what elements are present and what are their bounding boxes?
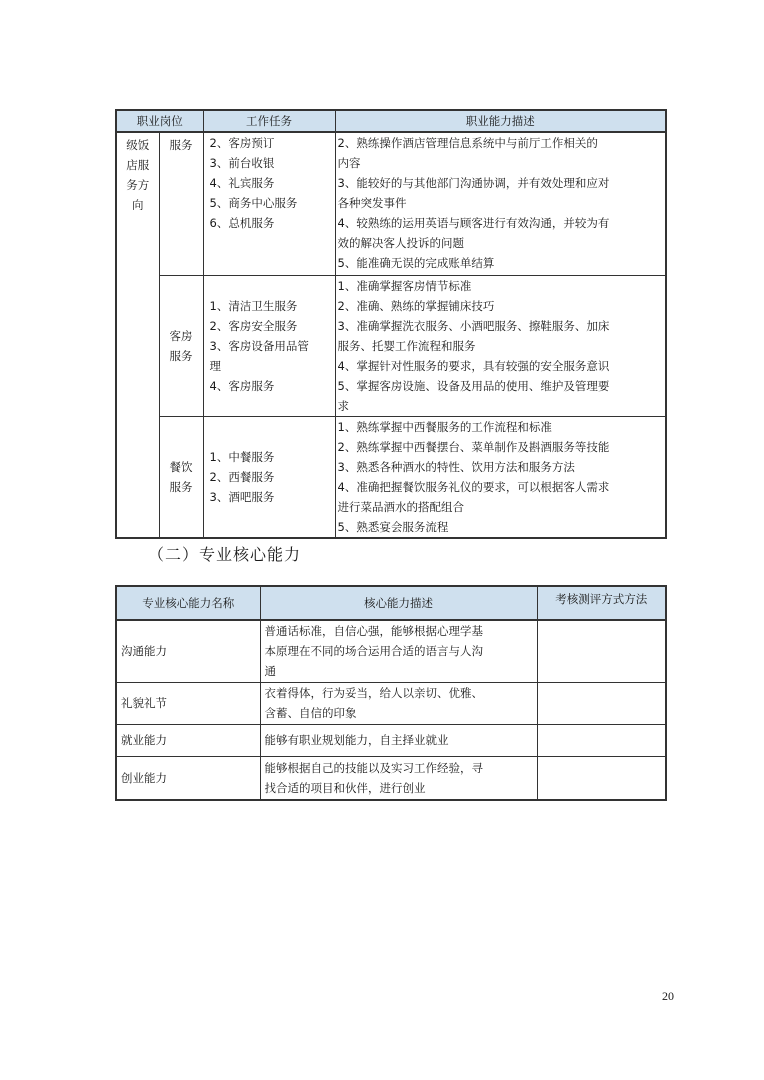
category-line: 级饭	[126, 138, 150, 152]
ability-name-cell: 创业能力	[116, 756, 260, 800]
ability-line: 服务、托婴工作流程和服务	[337, 338, 476, 353]
ability-line: 1、熟练掌握中西餐服务的工作流程和标准	[337, 419, 552, 434]
task-item: 2、西餐服务	[209, 469, 275, 484]
table-header-row	[116, 110, 666, 132]
task-item: 1、中餐服务	[209, 449, 275, 464]
category-cell	[116, 132, 159, 538]
ability-line: 3、熟悉各种酒水的特性、饮用方法和服务方法	[337, 459, 575, 474]
task-cell	[203, 416, 335, 538]
ability-cell	[335, 416, 666, 538]
ability-name-cell: 沟通能力	[116, 620, 260, 682]
ability-desc-cell	[260, 620, 537, 682]
ability-line: 进行菜品酒水的搭配组合	[337, 499, 464, 514]
task-item: 5、商务中心服务	[209, 196, 298, 210]
ability-line: 3、准确掌握洗衣服务、小酒吧服务、擦鞋服务、加床	[337, 318, 610, 333]
task-item: 4、礼宾服务	[209, 176, 275, 190]
task-item: 3、客房设备用品管	[209, 338, 309, 353]
task-item: 1、清洁卫生服务	[209, 298, 298, 313]
method-cell	[537, 620, 666, 682]
task-item: 3、前台收银	[209, 156, 275, 170]
ability-name-cell: 就业能力	[116, 724, 260, 756]
desc-line: 衣着得体，行为妥当，给人以亲切、优雅、	[264, 686, 483, 700]
table-row	[116, 416, 666, 538]
core-ability-table	[115, 585, 667, 801]
ability-line: 求	[337, 398, 349, 413]
ability-line: 1、准确掌握客房情节标准	[337, 278, 472, 293]
ability-line: 4、较熟练的运用英语与顾客进行有效沟通，并较为有	[337, 216, 610, 230]
table-row	[116, 275, 666, 416]
dept-line: 服务	[169, 138, 193, 152]
ability-cell	[335, 275, 666, 416]
ability-line: 5、能准确无误的完成账单结算	[337, 256, 495, 270]
ability-line: 各种突发事件	[337, 196, 407, 210]
dept-line: 餐饮	[169, 459, 193, 474]
header-work-task: 工作任务	[203, 110, 335, 132]
ability-line: 4、准确把握餐饮服务礼仪的要求，可以根据客人需求	[337, 479, 610, 494]
ability-line: 2、熟练掌握中西餐摆台、菜单制作及斟酒服务等技能	[337, 439, 610, 454]
dept-cell	[159, 132, 203, 275]
table-row	[116, 620, 666, 682]
ability-desc-cell	[260, 682, 537, 724]
page-number: 20	[662, 989, 674, 1003]
ability-line: 3、能较好的与其他部门沟通协调，并有效处理和应对	[337, 176, 610, 190]
task-item: 4、客房服务	[209, 378, 275, 393]
ability-line: 内容	[337, 156, 361, 170]
task-item: 理	[209, 358, 221, 373]
task-item: 6、总机服务	[209, 216, 275, 230]
method-cell	[537, 756, 666, 800]
dept-line: 服务	[169, 479, 193, 494]
task-item: 3、酒吧服务	[209, 489, 275, 504]
table-row	[116, 756, 666, 800]
table-row	[116, 132, 666, 275]
desc-line: 普通话标准，自信心强，能够根据心理学基	[264, 624, 483, 639]
method-cell	[537, 724, 666, 756]
method-cell	[537, 682, 666, 724]
desc-line: 找合适的项目和伙伴，进行创业	[264, 780, 426, 795]
ability-line: 2、准确、熟练的掌握铺床技巧	[337, 298, 495, 313]
desc-line: 能够根据自己的技能以及实习工作经验，寻	[264, 760, 483, 775]
dept-line: 客房	[169, 328, 193, 343]
task-cell	[203, 132, 335, 275]
ability-line: 4、掌握针对性服务的要求，具有较强的安全服务意识	[337, 358, 610, 373]
category-line: 向	[132, 198, 144, 212]
section-heading: （二）专业核心能力	[148, 545, 302, 564]
category-line: 务方	[126, 178, 150, 192]
table-row	[116, 724, 666, 756]
task-item: 2、客房预订	[209, 136, 275, 150]
task-item: 2、客房安全服务	[209, 318, 298, 333]
desc-line: 通	[264, 664, 276, 679]
ability-line: 2、熟练操作酒店管理信息系统中与前厅工作相关的	[337, 136, 598, 150]
header-job-position: 职业岗位	[116, 110, 203, 132]
ability-line: 效的解决客人投诉的问题	[337, 236, 464, 250]
ability-line: 5、掌握客房设施、设备及用品的使用、维护及管理要	[337, 378, 610, 393]
header-ability-desc: 核心能力描述	[260, 586, 537, 620]
table-header-row	[116, 586, 666, 620]
header-ability-description: 职业能力描述	[335, 110, 666, 132]
ability-cell	[335, 132, 666, 275]
table-row	[116, 682, 666, 724]
dept-line: 服务	[169, 348, 193, 363]
category-line: 店服	[126, 158, 150, 172]
header-ability-name: 专业核心能力名称	[116, 586, 260, 620]
ability-line: 5、熟悉宴会服务流程	[337, 519, 449, 534]
ability-desc-cell	[260, 724, 537, 756]
header-assessment-method: 考核测评方式方法	[537, 586, 666, 620]
desc-line: 能够有职业规划能力，自主择业就业	[264, 733, 449, 747]
dept-cell	[159, 416, 203, 538]
desc-line: 本原理在不同的场合运用合适的语言与人沟	[264, 644, 483, 659]
ability-name-cell: 礼貌礼节	[116, 682, 260, 724]
task-cell	[203, 275, 335, 416]
desc-line: 含蓄、自信的印象	[264, 706, 357, 720]
dept-cell	[159, 275, 203, 416]
ability-desc-cell	[260, 756, 537, 800]
job-ability-table	[115, 109, 667, 539]
